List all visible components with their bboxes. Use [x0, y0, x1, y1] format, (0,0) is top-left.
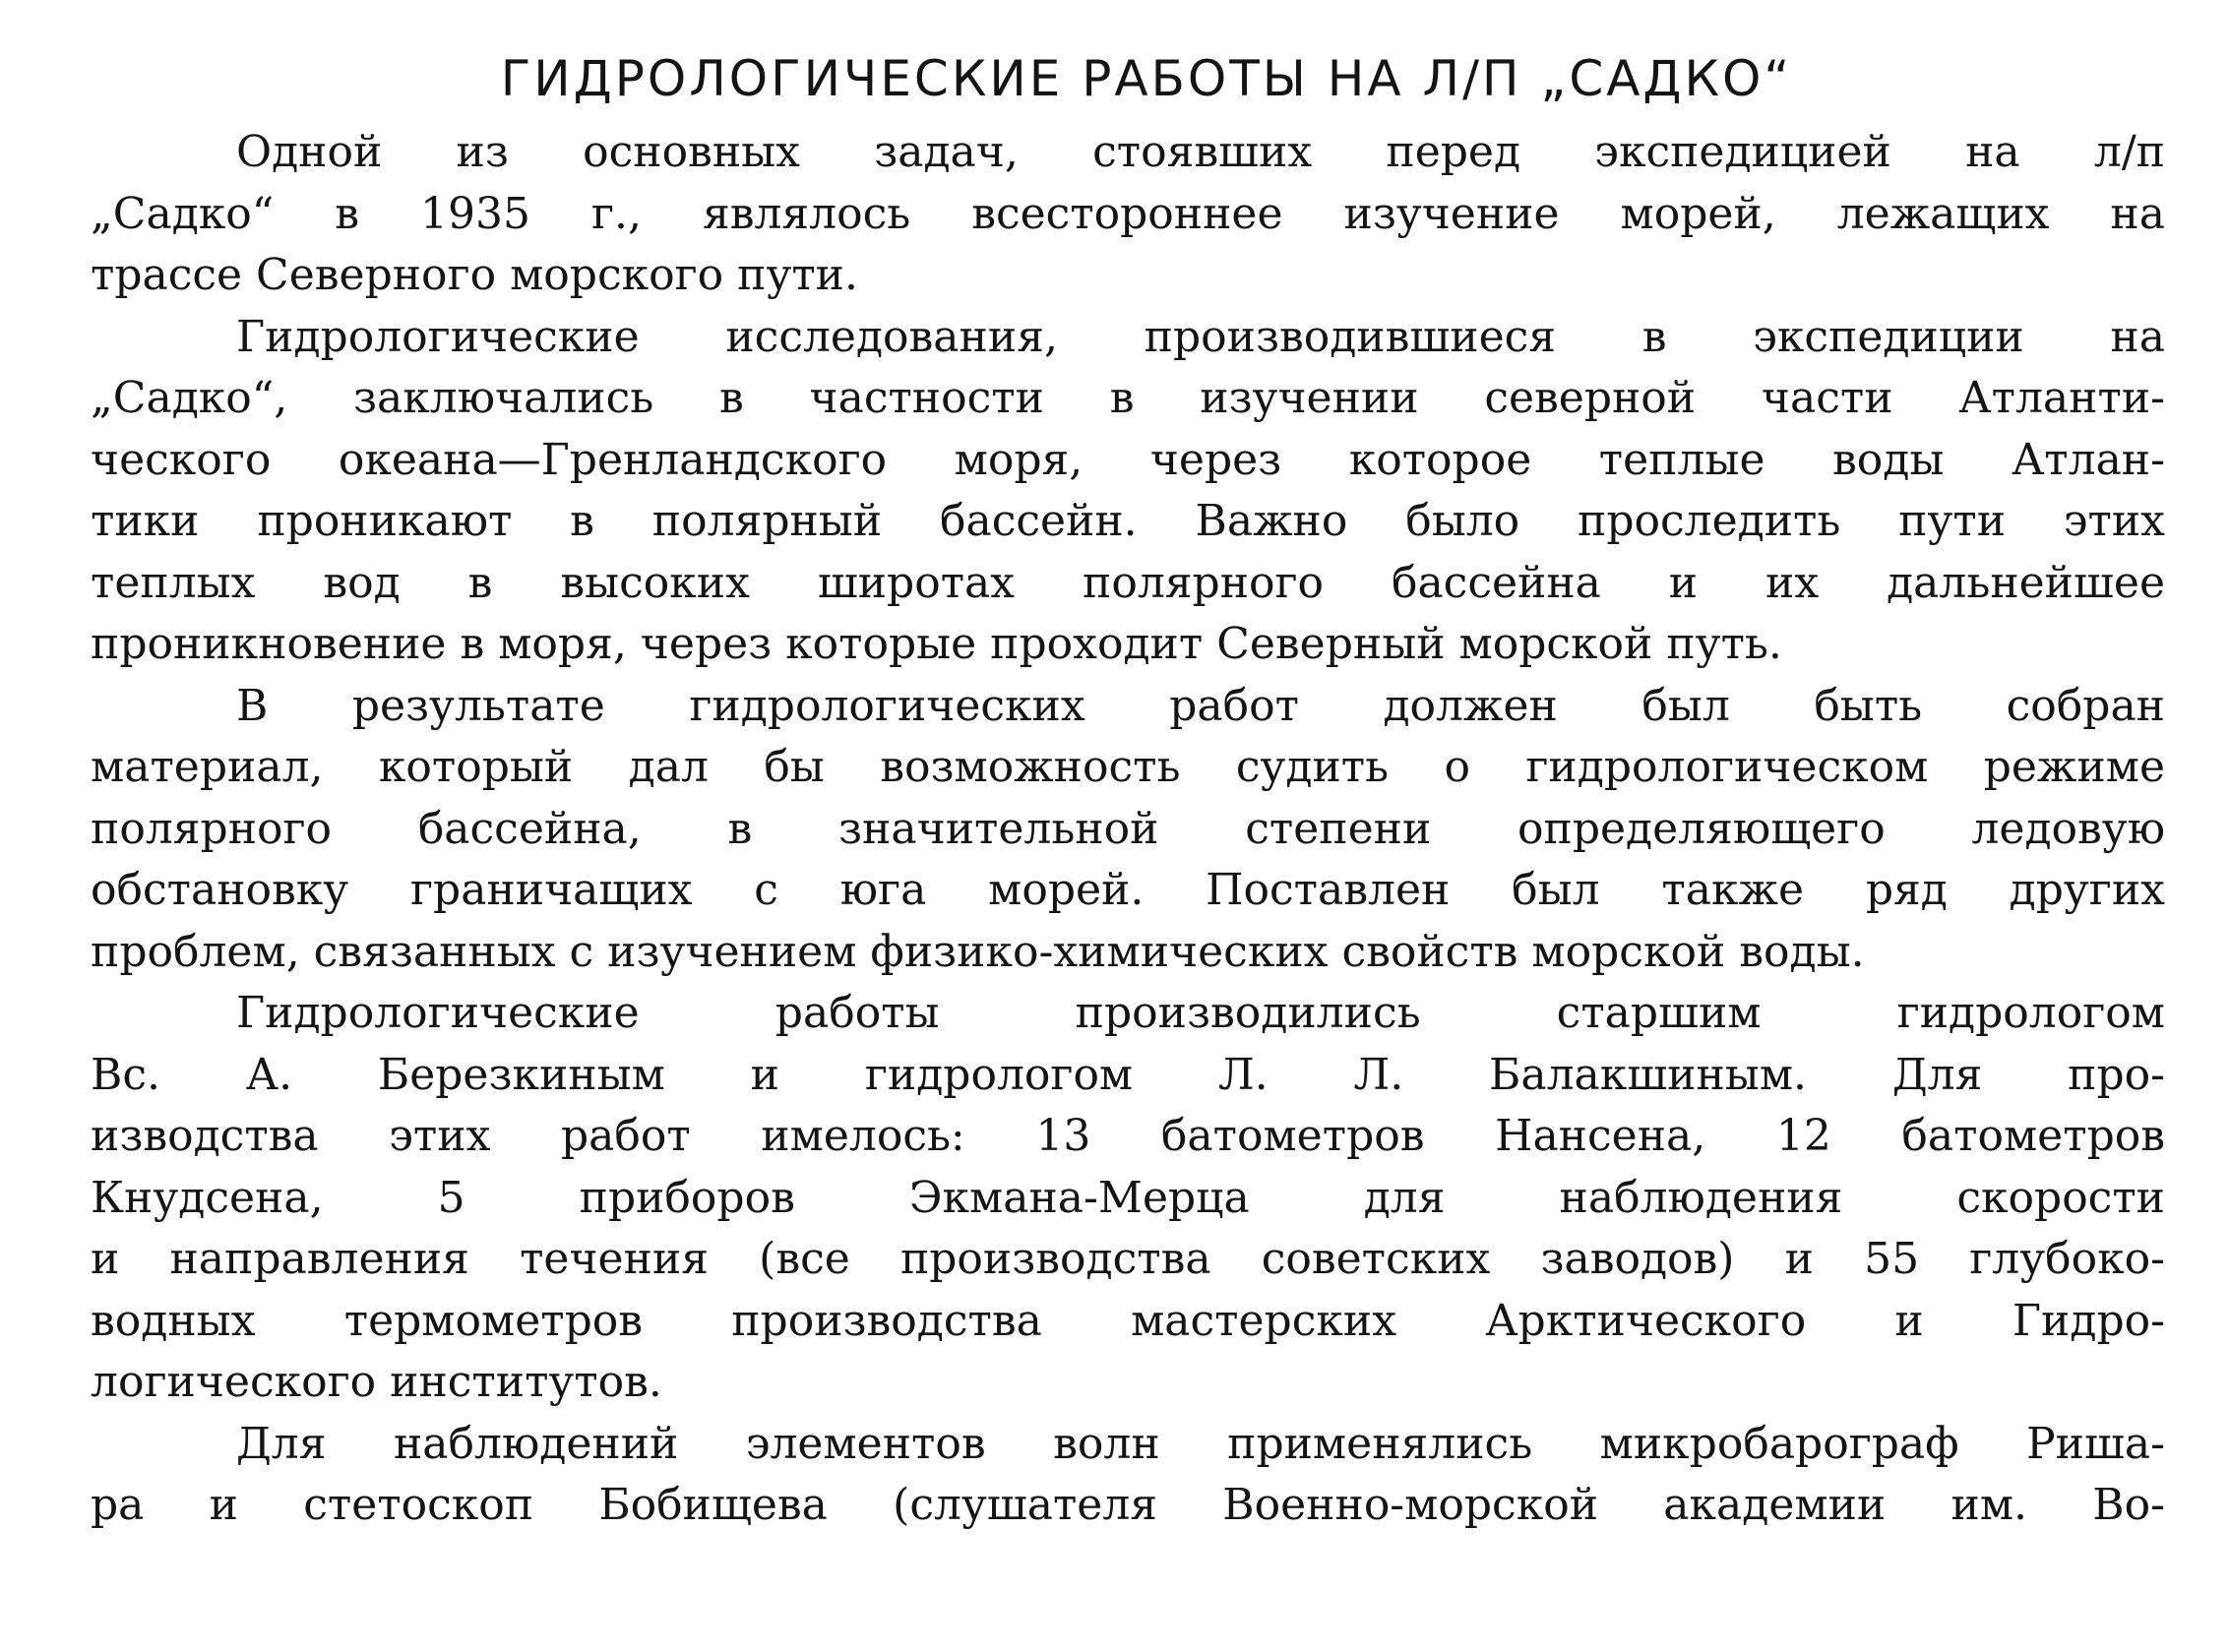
text-line: Вс. А. Березкиным и гидрологом Л. Л. Балакшиным. Для про-: [91, 1049, 2165, 1100]
text-line: проблем, связанных с изучением физико-химических свойств морской воды.: [91, 926, 1865, 977]
text-line: тики проникают в полярный бассейн. Важно было проследить пути этих: [91, 496, 2165, 546]
paragraph-3: [91, 676, 2165, 984]
text-line: изводства этих работ имелось: 13 батометров Нансена, 12 батометров: [91, 1111, 2165, 1161]
text-line: Гидрологические исследования, производившиеся в экспедиции на: [236, 311, 2165, 362]
text-line: полярного бассейна, в значительной степени определяющего ледовую: [91, 803, 2165, 854]
text-line: обстановку граничащих с юга морей. Поставлен был также ряд других: [91, 865, 2165, 915]
text-line: Для наблюдений элементов волн применялись микробарограф Ришa-: [236, 1418, 2165, 1469]
paragraph-1: [91, 122, 2165, 307]
text-line: „Садко“ в 1935 г., являлось всестороннее изучение морей, лежащих на: [91, 188, 2165, 239]
paragraph-4: [91, 983, 2165, 1414]
page-title: ГИДРОЛОГИЧЕСКИЕ РАБОТЫ НА Л/П „САДКО“: [500, 50, 1793, 107]
text-line: логического институтов.: [91, 1357, 662, 1407]
text-line: трассе Северного морского пути.: [91, 250, 858, 300]
text-line: „Садко“, заключались в частности в изучении северной части Атланти-: [91, 373, 2165, 423]
text-line: ра и стетоскоп Бобищева (слушателя Военно-морской академии им. Во-: [91, 1480, 2165, 1530]
text-line: Кнудсена, 5 приборов Экмана-Мерца для наблюдения скорости: [91, 1172, 2165, 1223]
paragraph-5: [91, 1414, 2165, 1537]
text-line: Гидрологические работы производились старшим гидрологом: [236, 988, 2165, 1038]
text-line: Одной из основных задач, стоявших перед экспедицией на л/п: [236, 127, 2165, 177]
text-line: проникновение в моря, через которые проходит Северный морской путь.: [91, 619, 1782, 669]
text-line: и направления течения (все производства советских заводов) и 55 глубоко-: [91, 1234, 2165, 1284]
document-page: [91, 39, 2165, 1537]
text-line: теплых вод в высоких широтах полярного бассейна и их дальнейшее: [91, 557, 2165, 608]
text-line: материал, который дал бы возможность судить о гидрологическом режиме: [91, 742, 2165, 792]
paragraph-2: [91, 307, 2165, 676]
text-line: В результате гидрологических работ должен был быть собран: [236, 680, 2165, 731]
text-line: ческого океана—Гренландского моря, через которое теплые воды Атлан-: [91, 434, 2165, 485]
text-line: водных термометров производства мастерских Арктического и Гидро-: [91, 1295, 2165, 1346]
